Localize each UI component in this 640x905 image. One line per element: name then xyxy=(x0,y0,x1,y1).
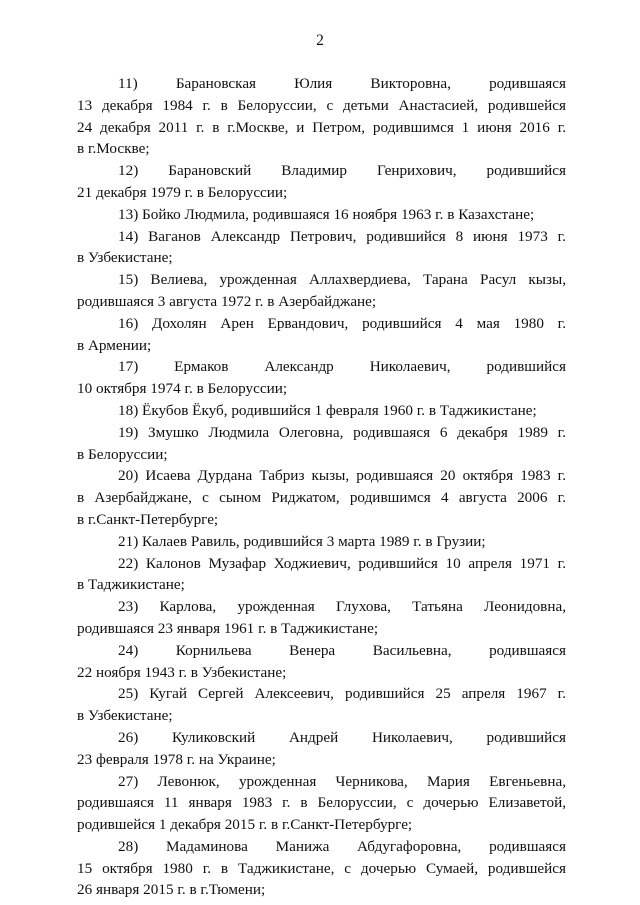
page-number: 2 xyxy=(316,32,324,49)
list-item xyxy=(77,727,566,771)
entry-first-line: 24) Корнильева Венера Васильевна, родившаяся xyxy=(118,641,566,659)
list-item xyxy=(77,269,566,313)
list-item xyxy=(77,356,566,400)
entry-line: в Азербайджане, с сыном Риджатом, родившимся 4 августа 2006 г. xyxy=(77,489,566,507)
list-item xyxy=(77,771,566,836)
entry-line: 21 декабря 1979 г. в Белоруссии; xyxy=(77,183,288,201)
entry-line: 24 декабря 2011 г. в г.Москве, и Петром, родившимся 1 июня 2016 г. xyxy=(77,118,566,136)
entry-line: в Армении; xyxy=(77,336,152,354)
list-item xyxy=(77,400,566,422)
list-item xyxy=(77,226,566,270)
entry-line: в Белоруссии; xyxy=(77,445,168,463)
entry-first-line: 27) Левонюк, урожденная Черникова, Мария Евгеньевна, xyxy=(118,772,566,790)
list-item xyxy=(77,160,566,204)
entry-line: в Таджикистане; xyxy=(77,576,185,594)
entry-first-line: 22) Калонов Музафар Ходжиевич, родившийся 10 апреля 1971 г. xyxy=(118,554,566,572)
entry-first-line: 21) Калаев Равиль, родившийся 3 марта 1989 г. в Грузии; xyxy=(118,532,486,550)
list-item xyxy=(77,531,566,553)
entry-line: в г.Санкт-Петербурге; xyxy=(77,510,219,528)
entry-first-line: 14) Ваганов Александр Петрович, родившийся 8 июня 1973 г. xyxy=(118,227,566,245)
entry-line: в Узбекистане; xyxy=(77,249,173,267)
entry-line: в Узбекистане; xyxy=(77,707,173,725)
entry-line: родившейся 1 декабря 2015 г. в г.Санкт-Петербурге; xyxy=(77,816,413,834)
entry-line: родившаяся 3 августа 1972 г. в Азербайджане; xyxy=(77,292,377,310)
list-item xyxy=(77,836,566,901)
entry-first-line: 19) Змушко Людмила Олеговна, родившаяся 6 декабря 1989 г. xyxy=(118,423,566,441)
entry-first-line: 16) Дохолян Арен Ервандович, родившийся 4 мая 1980 г. xyxy=(118,314,566,332)
entry-first-line: 11) Барановская Юлия Викторовна, родившаяся xyxy=(118,75,566,92)
list-item xyxy=(77,465,566,530)
list-item xyxy=(77,683,566,727)
entry-first-line: 20) Исаева Дурдана Табриз кызы, родившаяся 20 октября 1983 г. xyxy=(118,467,566,485)
entry-line: 15 октября 1980 г. в Таджикистане, с дочерью Сумаей, родившейся xyxy=(77,859,566,877)
list-item xyxy=(77,553,566,597)
entry-first-line: 18) Ёкубов Ёкуб, родившийся 1 февраля 1960 г. в Таджикистане; xyxy=(118,401,537,419)
entry-line: 10 октября 1974 г. в Белоруссии; xyxy=(77,380,288,398)
entry-line: 26 января 2015 г. в г.Тюмени; xyxy=(77,881,266,899)
entry-first-line: 26) Куликовский Андрей Николаевич, родившийся xyxy=(118,728,566,746)
entry-first-line: 25) Кугай Сергей Алексеевич, родившийся 25 апреля 1967 г. xyxy=(118,685,566,703)
list-item xyxy=(77,596,566,640)
entries-list xyxy=(77,73,566,901)
entry-line: 22 ноября 1943 г. в Узбекистане; xyxy=(77,663,287,681)
entry-first-line: 28) Мадаминова Манижа Абдугафоровна, родившаяся xyxy=(118,837,566,855)
entry-line: 23 февраля 1978 г. на Украине; xyxy=(77,750,276,768)
list-item xyxy=(77,422,566,466)
entry-first-line: 13) Бойко Людмила, родившаяся 16 ноября 1963 г. в Казахстане; xyxy=(118,205,535,223)
entry-first-line: 17) Ермаков Александр Николаевич, родившийся xyxy=(118,358,566,376)
entry-line: 13 декабря 1984 г. в Белоруссии, с детьми Анастасией, родившейся xyxy=(77,96,566,114)
entry-line: родившаяся 23 января 1961 г. в Таджикистане; xyxy=(77,619,379,637)
list-item xyxy=(77,73,566,160)
entry-line: в г.Москве; xyxy=(77,140,150,158)
list-item xyxy=(77,313,566,357)
list-item xyxy=(77,640,566,684)
entry-first-line: 12) Барановский Владимир Генрихович, родившийся xyxy=(118,162,566,180)
entry-first-line: 23) Карлова, урожденная Глухова, Татьяна Леонидовна, xyxy=(118,598,566,616)
entry-line: родившаяся 11 января 1983 г. в Белоруссии, с дочерью Елизаветой, xyxy=(77,794,566,812)
entry-first-line: 15) Велиева, урожденная Аллахвердиева, Тарана Расул кызы, xyxy=(118,271,566,289)
list-item xyxy=(77,204,566,226)
